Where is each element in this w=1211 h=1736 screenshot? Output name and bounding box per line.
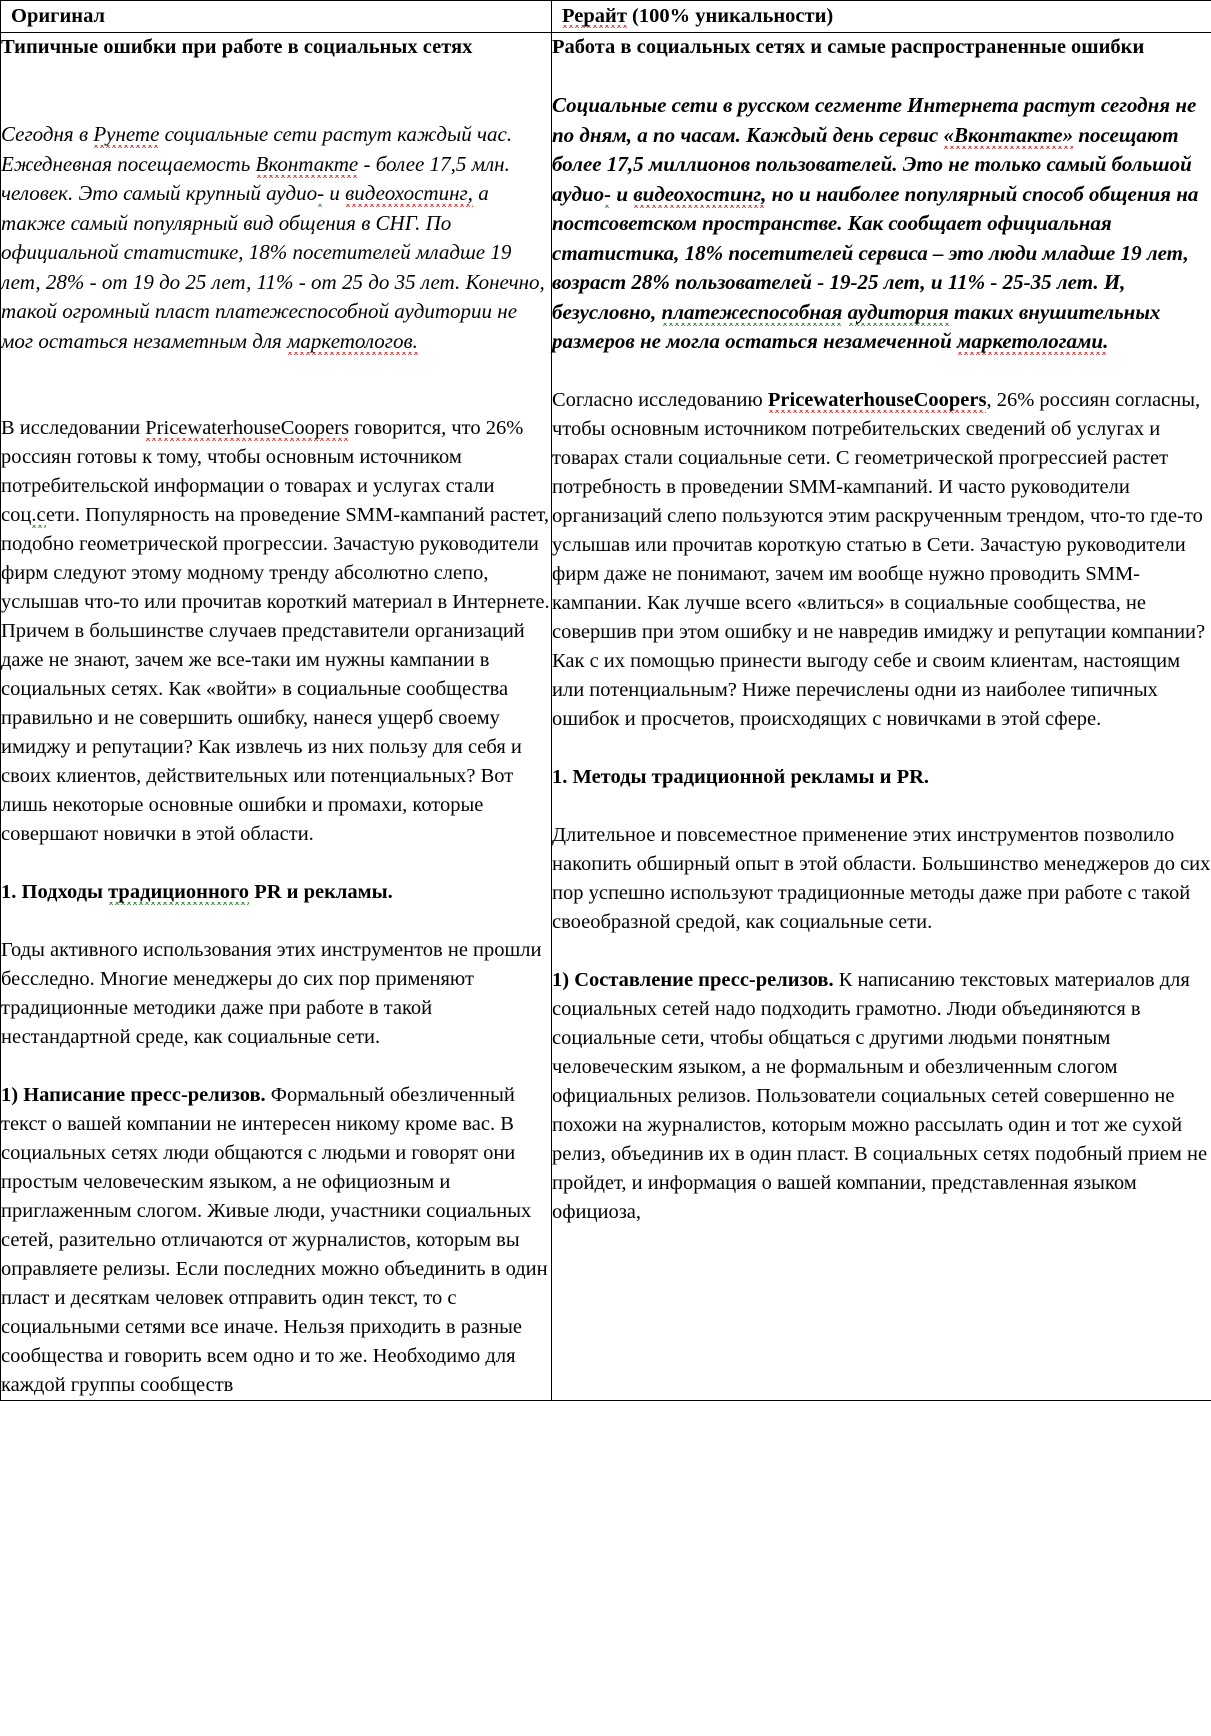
spacer [1, 62, 551, 120]
spacer [552, 357, 1211, 386]
right-section-1-heading: 1. Методы традиционной рекламы и PR. [552, 765, 930, 788]
header-cell-rewrite [552, 1, 1211, 33]
spellcheck-red-underline: Рунете [93, 122, 160, 146]
header-label-rewrite: Рерайт (100% уникальности) [562, 5, 834, 27]
spellcheck-red-underline: маркетологами. [957, 329, 1109, 353]
spacer [552, 792, 1211, 821]
spellcheck-green-underline: платежеспособная [661, 299, 843, 324]
right-section-1-paragraph: Длительное и повсеместное применение этих инструментов позволило накопить обширный опыт в этой области. Большинство менеджеров до сих пор успешно используют традиционные методы даже при работе с такой своеобразной средой, как социальные сети. [552, 823, 1211, 933]
cell-original-content [1, 33, 552, 1401]
spellcheck-green-underline: - [604, 181, 612, 206]
right-item-1-label: 1) Составление пресс-релизов. [552, 968, 834, 991]
right-research-company: PricewaterhouseCoopers [767, 388, 987, 411]
spellcheck-green-underline: .с [31, 504, 46, 526]
spellcheck-red-underline: видеохостинг, [345, 181, 473, 205]
left-article-title: Типичные ошибки при работе в социальных сетях [1, 36, 473, 58]
spacer [1, 1052, 551, 1081]
spacer [1, 849, 551, 878]
spellcheck-green-underline: - [317, 181, 325, 205]
right-intro-paragraph: Социальные сети в русском сегменте Интернета растут сегодня не по дням, а по часам. Каждый день сервис «Вконтакте» посещают более 17,5 миллионов пользователей. Это не только самый большой аудио- и видеохостинг, но и наиболее популярный способ общения на постсоветском пространстве. Как сообщает официальная статистика, 18% посетителей сервиса – это люди младше 19 лет, возраст 28% пользователей - 19-25 лет, и 11% - 25-35 лет. И, безусловно, платежеспособная аудитория таких внушительных размеров не могла остаться незамеченной маркетологами. [552, 93, 1199, 353]
left-research-paragraph: В исследовании PricewaterhouseCoopers говорится, что 26% россиян готовы к тому, чтобы основным источником потребительской информации о товарах и услугах стали соц.сети. Популярность на проведение SMM-кампаний растет, подобно геометрической прогрессии. Зачастую руководители фирм следуют этому модному тренду абсолютно слепо, услышав что-то или прочитав короткий материал в Интернете. Причем в большинстве случаев представители организаций даже не знают, зачем же все-таки им нужны кампании в социальных сетях. Как «войти» в социальные сообщества правильно и не совершить ошибку, нанеся ущерб своему имиджу и репутации? Как извлечь из них пользу для себя и своих клиентов, действительных или потенциальных? Вот лишь некоторые основные ошибки и промахи, которые совершают новички в этой области. [1, 417, 550, 845]
spacer [1, 907, 551, 936]
right-research-paragraph [552, 386, 1211, 734]
spellcheck-red-underline: Рерайт [562, 5, 627, 27]
spacer [552, 734, 1211, 763]
right-item-1 [552, 966, 1211, 1227]
right-article-title: Работа в социальных сетях и самые распространенные ошибки [552, 36, 1145, 58]
spellcheck-red-underline: PricewaterhouseCoopers [145, 417, 350, 439]
left-intro-paragraph: Сегодня в Рунете социальные сети растут каждый час. Ежедневная посещаемость Вконтакте - более 17,5 млн. человек. Это самый крупный аудио- и видеохостинг, а также самый популярный вид общения в СНГ. По официальной статистике, 18% посетителей младше 19 лет, 28% - от 19 до 25 лет, 11% - от 25 до 35 лет. Конечно, такой огромный пласт платежеспособной аудитории не мог остаться незаметным для маркетологов. [1, 122, 545, 353]
left-section-1-paragraph: Годы активного использования этих инструментов не прошли бесследно. Многие менеджеры до сих пор применяют традиционные методики даже при работе в такой нестандартной среде, как социальные сети. [1, 939, 542, 1048]
spellcheck-green-underline: традиционного [108, 881, 250, 903]
spacer [552, 937, 1211, 966]
table-body-row [1, 33, 1211, 1401]
header-cell-original [1, 1, 552, 33]
spellcheck-red-underline: «Вконтакте» [943, 122, 1074, 147]
left-section-1-heading: 1. Подходы традиционного PR и рекламы. [1, 881, 393, 903]
spacer [552, 62, 1211, 91]
left-item-1 [1, 1081, 551, 1400]
left-item-1-text: Формальный обезличенный текст о вашей компании не интересен никому кроме вас. В социальных сетях люди общаются с людьми и говорят они простым человеческим языком, а не официозным и приглаженным слогом. Живые люди, участники социальных сетей, разительно отличаются от журналистов, которым вы оправляете релизы. Если последних можно объединить в один пласт и десяткам человек отправить один текст, то с социальными сетями все иначе. Нельзя приходить в разные сообщества и говорить всем одно и то же. Необходимо для каждой группы сообществ [1, 1084, 548, 1396]
header-label-original: Оригинал [11, 5, 106, 27]
spacer [1, 356, 551, 414]
spellcheck-red-underline: маркетологов. [287, 328, 418, 353]
cell-rewrite-content [552, 33, 1211, 1401]
spellcheck-red-underline: видеохостинг, [633, 181, 767, 206]
spellcheck-green-underline: аудитория [847, 299, 949, 324]
spellcheck-red-underline: Вконтакте [255, 151, 359, 176]
table-header-row [1, 1, 1211, 33]
right-item-1-text: К написанию текстовых материалов для социальных сетей надо подходить грамотно. Люди объединяются в социальные сети, чтобы общаться с другими людьми понятным человеческим языком, а не формальным и обезличенным слогом официальных релизов. Пользователи социальных сетей совершенно не похожи на журналистов, которым можно рассылать один и тот же сухой релиз, объединив их в один пласт. В социальных сетях подобный прием не пройдет, и информация о вашей компании, представленная языком официоза, [552, 968, 1208, 1223]
right-research-prefix: Согласно исследованию [552, 388, 768, 411]
right-research-text: , 26% россиян согласны, чтобы основным источником потребительских сведений об услугах и товарах стали социальные сети. С геометрической прогрессией растет потребность в проведении SMM-кампаний. И часто руководители организаций слепо пользуются этим раскрученным трендом, что-то где-то услышав или прочитав короткую статью в Сети. Зачастую руководители фирм даже не понимают, зачем им вообще нужно проводить SMM-кампании. Как лучше всего «влиться» в социальные сообщества, не совершив при этом ошибку и не навредив имиджу и репутации компании? Как с их помощью принести выгоду себе и своим клиентам, настоящим или потенциальным? Ниже перечислены одни из наиболее типичных ошибок и просчетов, происходящих с новичками в этой сфере. [552, 388, 1206, 730]
left-item-1-label: 1) Написание пресс-релизов. [1, 1084, 266, 1106]
